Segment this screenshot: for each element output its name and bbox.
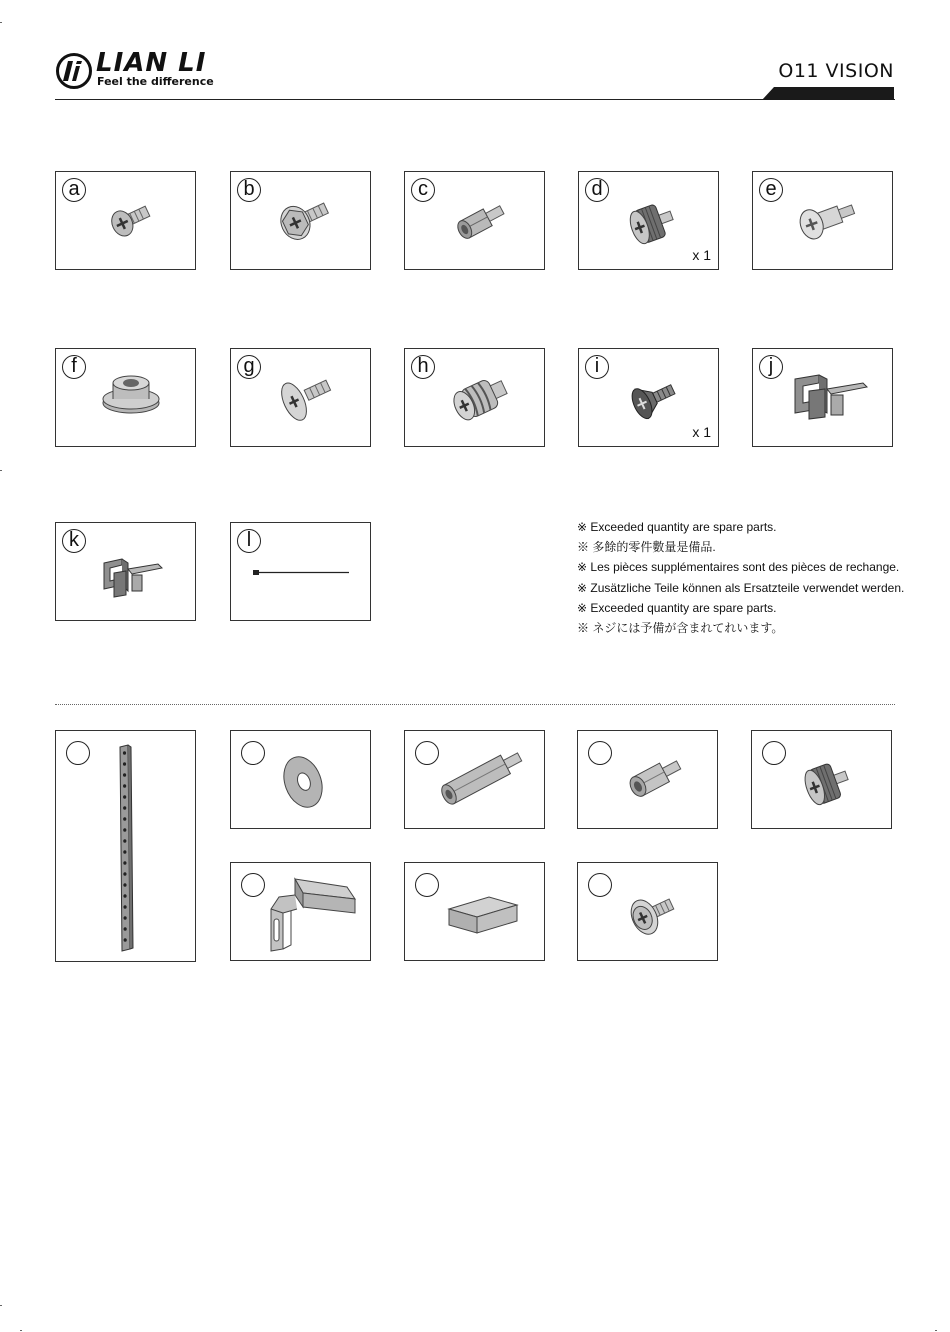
part-label: l xyxy=(237,529,261,553)
crop-mark xyxy=(0,1305,2,1306)
lian-li-logo-icon xyxy=(55,52,93,90)
brand-name: LIAN LI xyxy=(96,48,207,78)
shoulder-screw-icon xyxy=(789,194,861,246)
bracket-hole xyxy=(123,762,126,766)
part-label-circle xyxy=(241,741,265,765)
thumbscrew-icon xyxy=(798,757,856,809)
part-box-thumbscrew xyxy=(751,730,892,829)
bracket-hole xyxy=(123,894,126,898)
bracket-hole xyxy=(123,784,126,788)
part-label: f xyxy=(62,355,86,379)
note-line: ※ Exceeded quantity are spare parts. xyxy=(577,520,777,534)
part-label: d xyxy=(585,178,609,202)
note-line: ※ Exceeded quantity are spare parts. xyxy=(577,600,777,615)
part-label-circle xyxy=(241,873,265,897)
perforated-bracket-icon xyxy=(114,743,136,953)
bracket-hole xyxy=(123,828,126,832)
part-label: i xyxy=(585,355,609,379)
part-box-e xyxy=(752,171,893,270)
part-box-mount-bracket xyxy=(230,862,371,961)
quantity-label: x 1 xyxy=(692,247,711,263)
countersunk-screw-icon xyxy=(623,375,681,423)
rubber-pad-icon xyxy=(445,893,521,937)
part-box-bracket xyxy=(55,730,196,962)
part-label: e xyxy=(759,178,783,202)
part-box-k xyxy=(55,522,196,621)
note-line: ※ ネジには予備が含まれてれいます。 xyxy=(577,621,784,636)
crop-mark xyxy=(935,1330,937,1331)
washer-screw-icon xyxy=(620,887,678,943)
bracket-hole xyxy=(123,850,126,854)
part-box-washer xyxy=(230,730,371,829)
part-label: j xyxy=(759,355,783,379)
quantity-label: x 1 xyxy=(692,424,711,440)
note-line: ※ 多餘的零件數量是備品. xyxy=(577,540,716,555)
brand-tagline: Feel the difference xyxy=(97,75,214,88)
part-label-circle xyxy=(588,741,612,765)
part-box-rubber-pad xyxy=(404,862,545,961)
crop-mark xyxy=(0,22,2,23)
mount-bracket-icon xyxy=(265,873,361,955)
part-box-short-standoff xyxy=(577,730,718,829)
part-box-l xyxy=(230,522,371,621)
header-accent-bar xyxy=(762,87,894,100)
part-label: k xyxy=(62,529,86,553)
part-box-c xyxy=(404,171,545,270)
bracket-hole xyxy=(124,938,127,942)
bracket-hole xyxy=(123,773,126,777)
note-line: ※ Zusätzliche Teile können als Ersatzteile verwendet werden. xyxy=(577,580,905,595)
fan-screw-icon xyxy=(443,369,519,429)
bracket-hole xyxy=(123,883,126,887)
part-box-d xyxy=(578,171,719,270)
part-label: g xyxy=(237,355,261,379)
bracket-hole xyxy=(123,861,126,865)
bracket-hole xyxy=(123,872,126,876)
crop-mark xyxy=(0,470,2,471)
pan-head-screw-icon xyxy=(104,198,156,244)
part-label: a xyxy=(62,178,86,202)
note-line: ※ Les pièces supplémentaires sont des pièces de rechange. xyxy=(577,560,900,575)
part-label-circle xyxy=(415,873,439,897)
bracket-hole xyxy=(123,905,126,909)
section-divider xyxy=(55,704,895,705)
cable-pin-icon xyxy=(251,567,351,579)
spare-parts-notes xyxy=(577,517,904,638)
short-standoff-icon xyxy=(620,753,690,803)
part-box-b xyxy=(230,171,371,270)
thumbscrew-icon xyxy=(623,198,681,248)
washer-icon xyxy=(275,753,331,811)
part-label: h xyxy=(411,355,435,379)
crop-mark xyxy=(20,1330,22,1331)
part-box-long-standoff xyxy=(404,730,545,829)
part-box-f xyxy=(55,348,196,447)
hex-washer-screw-icon xyxy=(273,194,335,246)
part-box-washer-screw xyxy=(577,862,718,961)
part-box-i xyxy=(578,348,719,447)
clip-bracket-icon xyxy=(789,369,869,427)
small-clip-icon xyxy=(96,549,166,601)
part-box-h xyxy=(404,348,545,447)
bracket-hole xyxy=(123,817,126,821)
standoff-icon xyxy=(449,200,511,244)
model-name: O11 VISION xyxy=(778,60,894,82)
bracket-hole xyxy=(123,806,126,810)
bracket-hole xyxy=(123,839,126,843)
part-label: c xyxy=(411,178,435,202)
part-box-j xyxy=(752,348,893,447)
flat-head-screw-icon xyxy=(271,369,337,425)
bracket-hole xyxy=(124,916,127,920)
part-box-a xyxy=(55,171,196,270)
rubber-grommet-icon xyxy=(98,371,164,417)
long-standoff-icon xyxy=(433,745,529,811)
part-label: b xyxy=(237,178,261,202)
bracket-hole xyxy=(123,795,126,799)
bracket-hole xyxy=(123,751,126,755)
bracket-hole xyxy=(124,927,127,931)
part-label-circle xyxy=(66,741,90,765)
part-box-g xyxy=(230,348,371,447)
part-label-circle xyxy=(588,873,612,897)
part-label-circle xyxy=(762,741,786,765)
